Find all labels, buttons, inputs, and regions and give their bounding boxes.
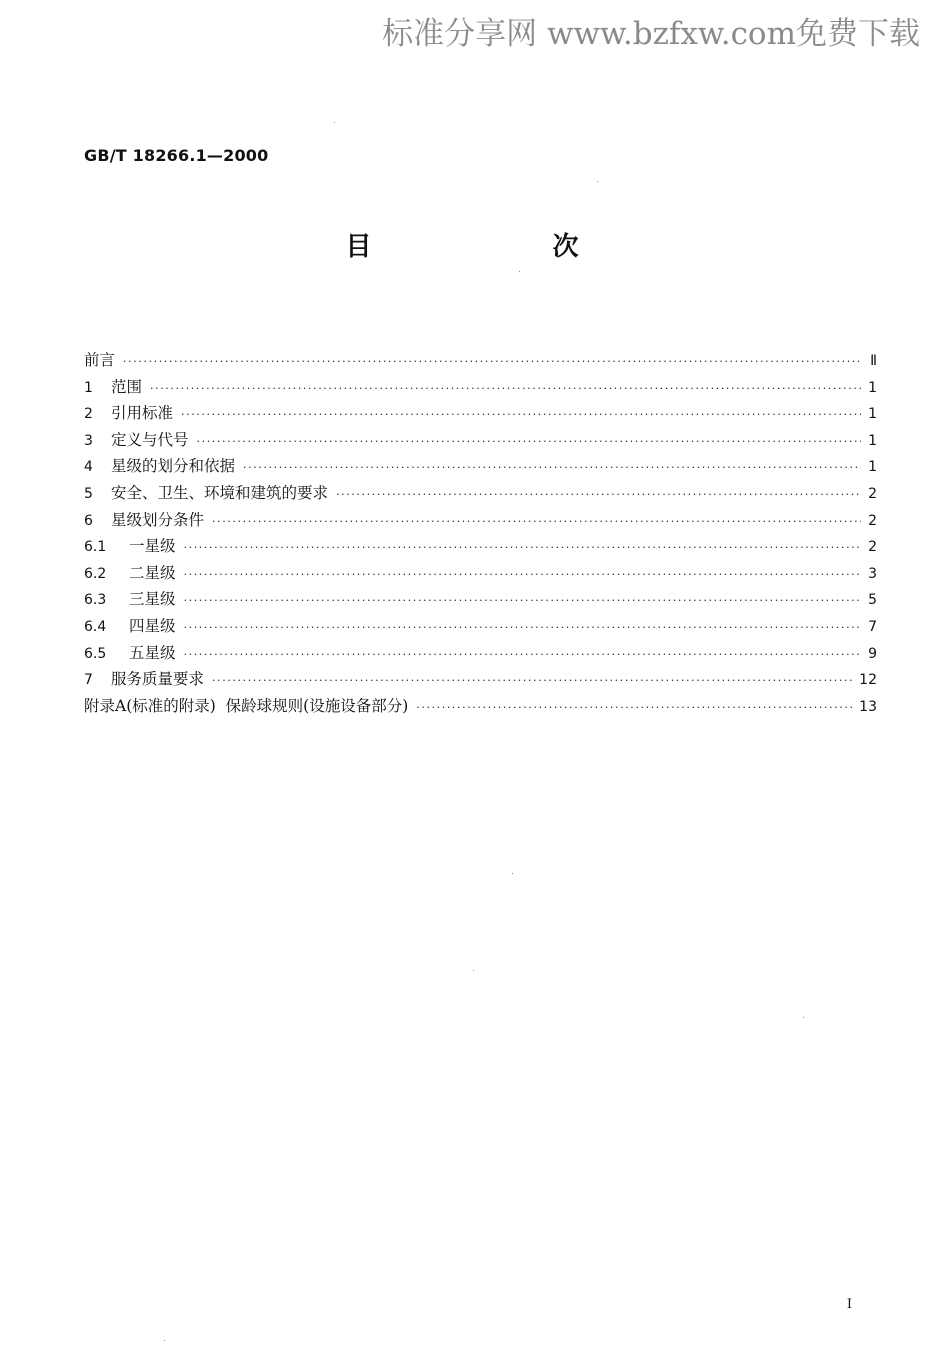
scan-speck xyxy=(473,970,474,971)
toc-entry-6-3[interactable] xyxy=(84,586,877,613)
toc-leader-dots xyxy=(336,482,861,509)
toc-entry-label: 星级划分条件 xyxy=(111,510,205,529)
toc-entry-page: 1 xyxy=(868,459,877,476)
toc-entry-page: 2 xyxy=(868,485,877,502)
toc-entry-6-2[interactable] xyxy=(84,560,877,587)
toc-entry-6-5[interactable] xyxy=(84,640,877,667)
toc-entry-number: 7 xyxy=(84,672,93,689)
toc-leader-dots xyxy=(197,429,861,456)
toc-entry-number: 3 xyxy=(84,432,93,449)
toc-leader-dots xyxy=(184,535,861,562)
toc-entry-number: 6 xyxy=(84,512,93,529)
toc-entry-number: 4 xyxy=(84,459,93,476)
toc-entry-label: 五星级 xyxy=(129,643,176,662)
toc-entry-label: 引用标准 xyxy=(111,404,174,423)
toc-entry-number: 1 xyxy=(84,379,93,396)
toc-entry-number: 6.2 xyxy=(84,565,107,582)
toc-entry-2[interactable] xyxy=(84,400,877,427)
toc-entry-page: 1 xyxy=(868,432,877,449)
toc-entry-number: 6.3 xyxy=(84,592,107,609)
scan-speck xyxy=(803,1017,804,1018)
toc-entry-5[interactable] xyxy=(84,480,877,507)
toc-entry-page: 12 xyxy=(859,672,877,689)
page-number: I xyxy=(846,1297,852,1312)
toc-entry-6[interactable] xyxy=(84,507,877,534)
toc-entry-page: 1 xyxy=(868,379,877,396)
toc-entry-label: 范围 xyxy=(111,377,143,396)
toc-leader-dots xyxy=(212,668,853,695)
toc-entry-number: 6.5 xyxy=(84,645,107,662)
toc-leader-dots xyxy=(212,509,861,536)
toc-entry-6-4[interactable] xyxy=(84,613,877,640)
toc-entry-label: 服务质量要求 xyxy=(111,670,205,689)
table-of-contents xyxy=(84,347,877,719)
toc-entry-label: 四星级 xyxy=(129,616,176,635)
toc-leader-dots xyxy=(184,615,861,642)
toc-leader-dots xyxy=(184,642,861,669)
toc-leader-dots xyxy=(416,695,853,722)
toc-entry-6-1[interactable] xyxy=(84,533,877,560)
toc-entry-number: 6.4 xyxy=(84,618,107,635)
toc-entry-label: 星级的划分和依据 xyxy=(111,457,236,476)
toc-entry-number: 5 xyxy=(84,485,93,502)
toc-entry-number: 2 xyxy=(84,406,93,423)
toc-leader-dots xyxy=(123,349,861,376)
toc-entry-7[interactable] xyxy=(84,666,877,693)
toc-entry-page: 9 xyxy=(868,645,877,662)
scan-speck xyxy=(512,873,513,874)
toc-entry-label: 前言 xyxy=(84,351,116,369)
toc-entry-appendix-a[interactable] xyxy=(84,693,877,720)
watermark-text: 标准分享网 www.bzfxw.com免费下载 xyxy=(382,16,920,52)
toc-entry-page: 7 xyxy=(868,618,877,635)
scan-speck xyxy=(519,271,520,272)
toc-entry-page: 3 xyxy=(868,565,877,582)
toc-leader-dots xyxy=(184,588,861,615)
scan-speck xyxy=(597,181,598,182)
toc-entry-label: 附录A(标准的附录) 保龄球规则(设施设备部分) xyxy=(84,696,409,715)
toc-leader-dots xyxy=(150,376,861,403)
toc-entry-label: 二星级 xyxy=(129,563,176,582)
toc-leader-dots xyxy=(243,455,861,482)
toc-entry-page: 13 xyxy=(859,698,877,715)
toc-entry-4[interactable] xyxy=(84,453,877,480)
toc-entry-page: 2 xyxy=(868,539,877,556)
toc-entry-page: Ⅱ xyxy=(870,353,877,369)
toc-entry-1[interactable] xyxy=(84,374,877,401)
toc-entry-3[interactable] xyxy=(84,427,877,454)
toc-entry-label: 定义与代号 xyxy=(111,430,189,449)
toc-entry-label: 安全、卫生、环境和建筑的要求 xyxy=(111,483,329,502)
scan-speck xyxy=(334,122,335,123)
toc-leader-dots xyxy=(184,562,861,589)
toc-entry-number: 6.1 xyxy=(84,539,107,556)
standard-code: GB/T 18266.1—2000 xyxy=(84,146,269,165)
toc-title: 目 次 xyxy=(345,232,665,262)
toc-entry-foreword[interactable] xyxy=(84,347,877,374)
toc-entry-label: 一星级 xyxy=(129,537,176,556)
toc-entry-page: 5 xyxy=(868,592,877,609)
toc-entry-label: 三星级 xyxy=(129,590,176,609)
toc-entry-page: 1 xyxy=(868,406,877,423)
scan-speck xyxy=(164,1340,165,1341)
toc-leader-dots xyxy=(181,402,861,429)
toc-entry-page: 2 xyxy=(868,512,877,529)
